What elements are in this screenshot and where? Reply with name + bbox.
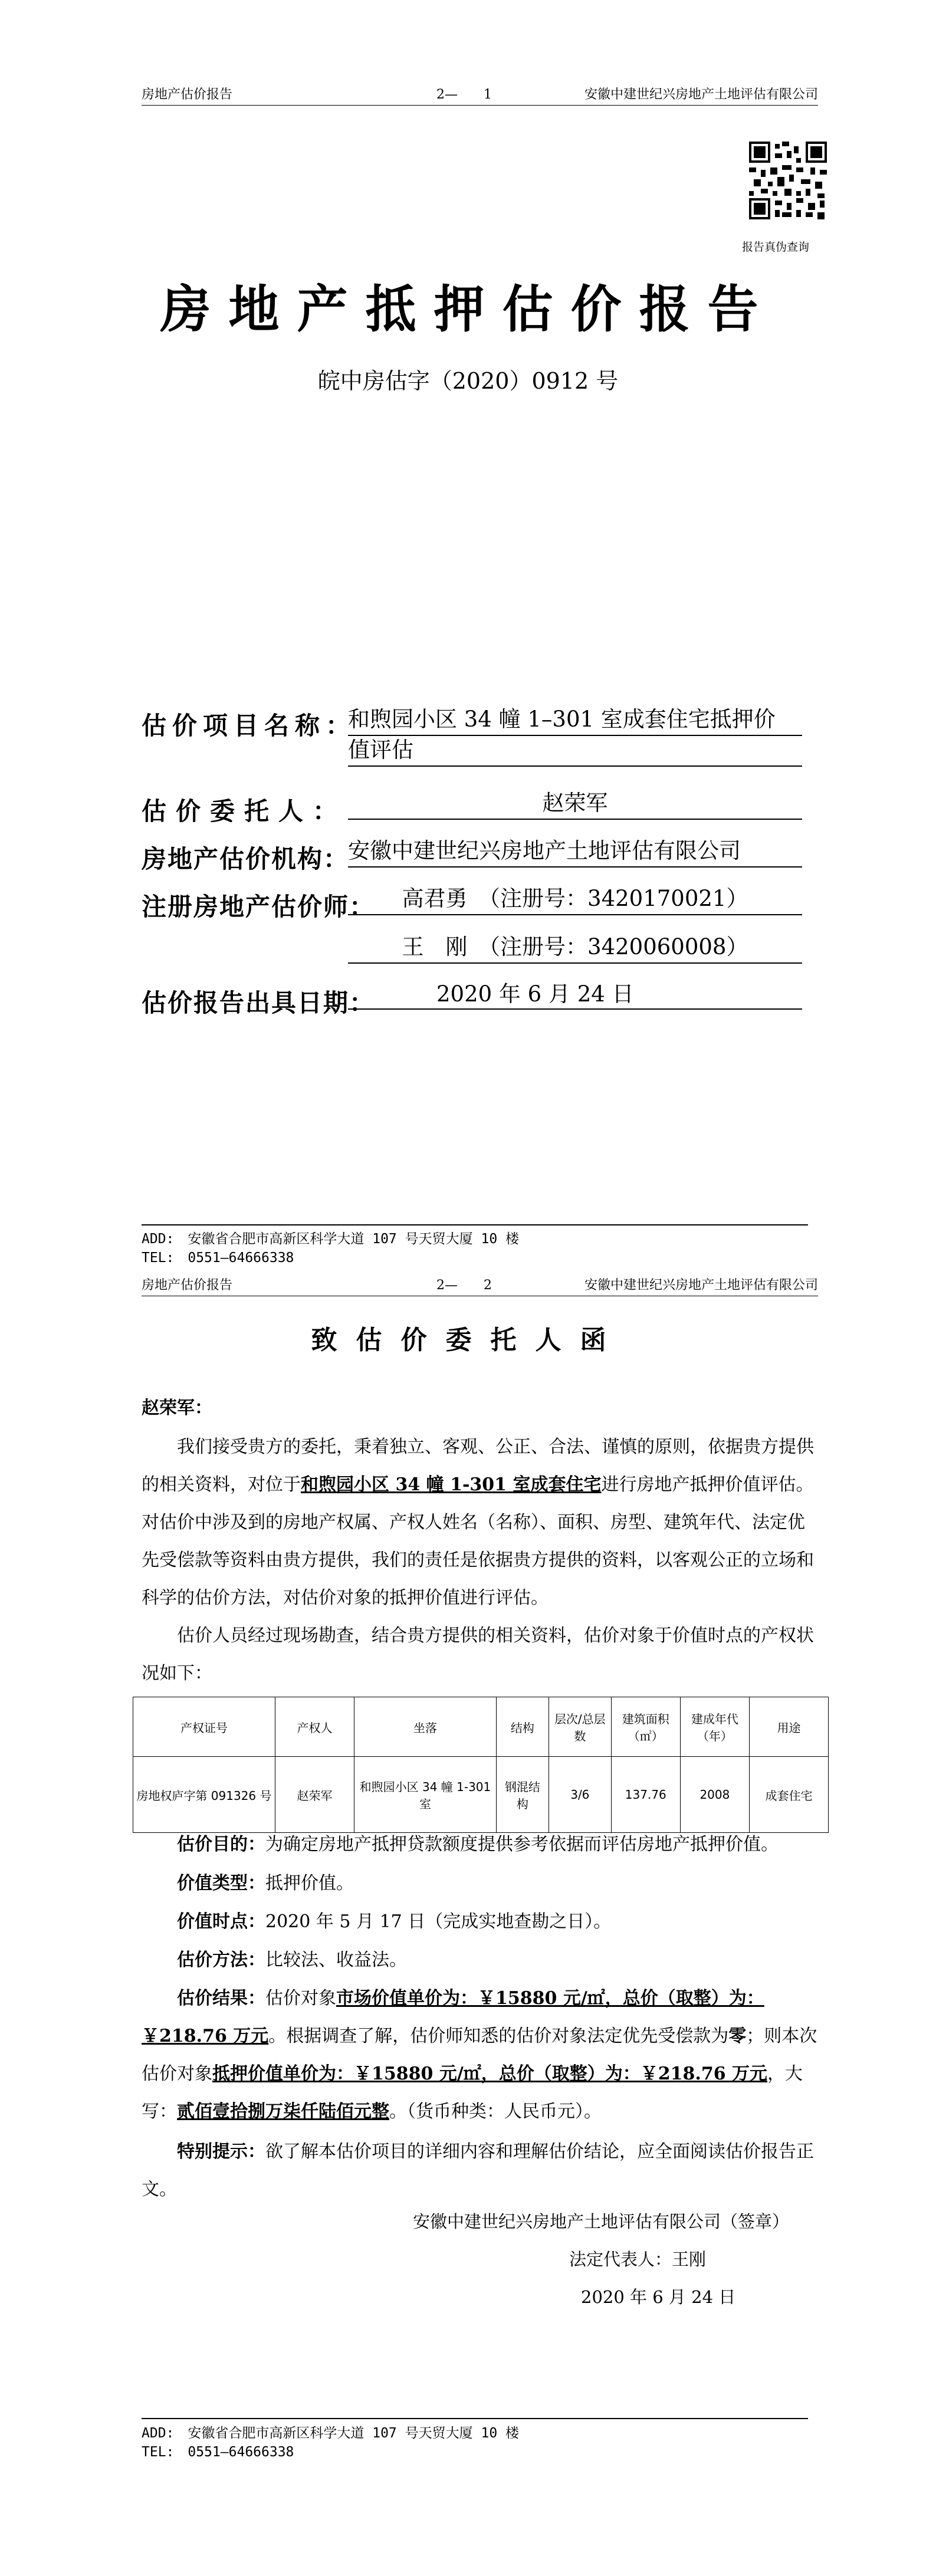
cover-title: 房地产抵押估价报告 (160, 280, 776, 339)
letter-title: 致估价委托人函 (311, 1325, 625, 1355)
agency-row (142, 840, 349, 875)
letter-paragraph-1: 我们接受贵方的委托，秉着独立、客观、公正、合法、谨慎的原则，依据贵方提供的相关资料，对位于和煦园小区 34 幢 1-301 室成套住宅进行房地产抵押价值评估。对估价中涉及到的房地产权属、产权人姓名（名称）、面积、房型、建筑年代、法定优先受偿款等资料由贵方提供，我们的责任是依据贵方提供的资料，以客观公正的立场和科学的估价方法，对估价对象的抵押价值进行评估。 (142, 1437, 814, 1608)
client-value: 赵荣军 (348, 789, 802, 820)
appraiser-label: 注册房地产估价师： (142, 892, 376, 921)
report-number: 皖中房估字（2020）0912 号 (317, 368, 619, 394)
footer-tel: TEL: 0551—64666338 (142, 1250, 294, 1266)
appraiser-row (142, 888, 375, 923)
header-report-name: 房地产估价报告 (142, 1278, 233, 1293)
header-page-number: 2— 1 (436, 87, 492, 102)
footer-1 (142, 1230, 519, 1267)
salutation: 赵荣军： (142, 1398, 212, 1418)
appraiser-2: 王 刚 （注册号：3420060008） (348, 933, 802, 964)
header-report-name: 房地产估价报告 (142, 87, 233, 102)
purpose-line: 估价目的：为确定房地产抵押贷款额度提供参考依据而评估房地产抵押价值。 (177, 1834, 779, 1855)
table-header-row: 产权证号 产权人 坐落 结构 层次/总层数 建筑面积（㎡） 建成年代（年） 用途 (133, 1697, 829, 1757)
sign-company: 安徽中建世纪兴房地产土地评估有限公司（签章） (413, 2212, 790, 2232)
client-label: 估价委托人： (142, 797, 347, 826)
header-company: 安徽中建世纪兴房地产土地评估有限公司 (584, 87, 818, 102)
property-address: 和煦园小区 34 幢 1-301 室成套住宅 (301, 1474, 602, 1495)
value-type-line: 价值类型：抵押价值。 (177, 1873, 354, 1894)
table-row: 房地权庐字第 091326 号 赵荣军 和煦园小区 34 幢 1-301 室 钢混结构 3/6 137.76 2008 成套住宅 (133, 1757, 829, 1833)
appraiser-1: 高君勇 （注册号：3420170021） (348, 885, 802, 915)
special-note: 特别提示：欲了解本估价项目的详细内容和理解估价结论，应全面阅读估价报告正文。 (142, 2141, 814, 2200)
property-table (133, 1697, 829, 1833)
client-row (142, 792, 347, 827)
footer-divider (142, 1224, 808, 1225)
footer-address: ADD: 安徽省合肥市高新区科学大道 107 号天贸大厦 10 楼 (142, 2426, 520, 2441)
footer-divider (142, 2418, 808, 2419)
footer-2 (142, 2424, 519, 2462)
method-line: 估价方法：比较法、收益法。 (177, 1950, 407, 1970)
sign-representative: 法定代表人：王刚 (569, 2249, 707, 2269)
value-date-line: 价值时点：2020 年 5 月 17 日（完成实地查勘之日）。 (177, 1911, 612, 1932)
page-header (142, 1278, 818, 1296)
header-company: 安徽中建世纪兴房地产土地评估有限公司 (584, 1278, 818, 1293)
report-date-label: 估价报告出具日期： (142, 988, 376, 1017)
agency-label: 房地产估价机构： (142, 845, 350, 873)
project-value-line2: 值评估 (348, 735, 802, 767)
qr-label: 报告真伪查询 (742, 241, 810, 254)
page-header (142, 87, 818, 106)
result-paragraph: 估价结果：估价对象市场价值单价为：￥15880 元/㎡，总价（取整）为：￥218.76 万元。根据调查了解，估价师知悉的估价对象法定优先受偿款为零；则本次估价对象抵押价值单价为：￥15880 元/㎡，总价（取整）为：￥218.76 万元，大写：贰佰壹拾捌万柒仟陆佰元整。（货币种类：人民币元）。 (142, 1988, 817, 2122)
report-date-value: 2020 年 6 月 24 日 (348, 980, 802, 1010)
project-row (142, 707, 356, 742)
header-page-number: 2— 2 (436, 1278, 492, 1293)
qr-code-icon[interactable] (749, 142, 827, 219)
footer-address: ADD: 安徽省合肥市高新区科学大道 107 号天贸大厦 10 楼 (142, 1231, 520, 1247)
project-label: 估价项目名称： (142, 711, 357, 740)
date-row (142, 984, 375, 1019)
footer-tel: TEL: 0551—64666338 (142, 2444, 294, 2460)
sign-date: 2020 年 6 月 24 日 (581, 2287, 736, 2307)
project-value-line1: 和煦园小区 34 幢 1–301 室成套住宅抵押价 (348, 707, 776, 732)
letter-paragraph-2: 估价人员经过现场勘查，结合贵方提供的相关资料，估价对象于价值时点的产权状况如下： (142, 1625, 814, 1684)
agency-value: 安徽中建世纪兴房地产土地评估有限公司 (348, 837, 802, 868)
